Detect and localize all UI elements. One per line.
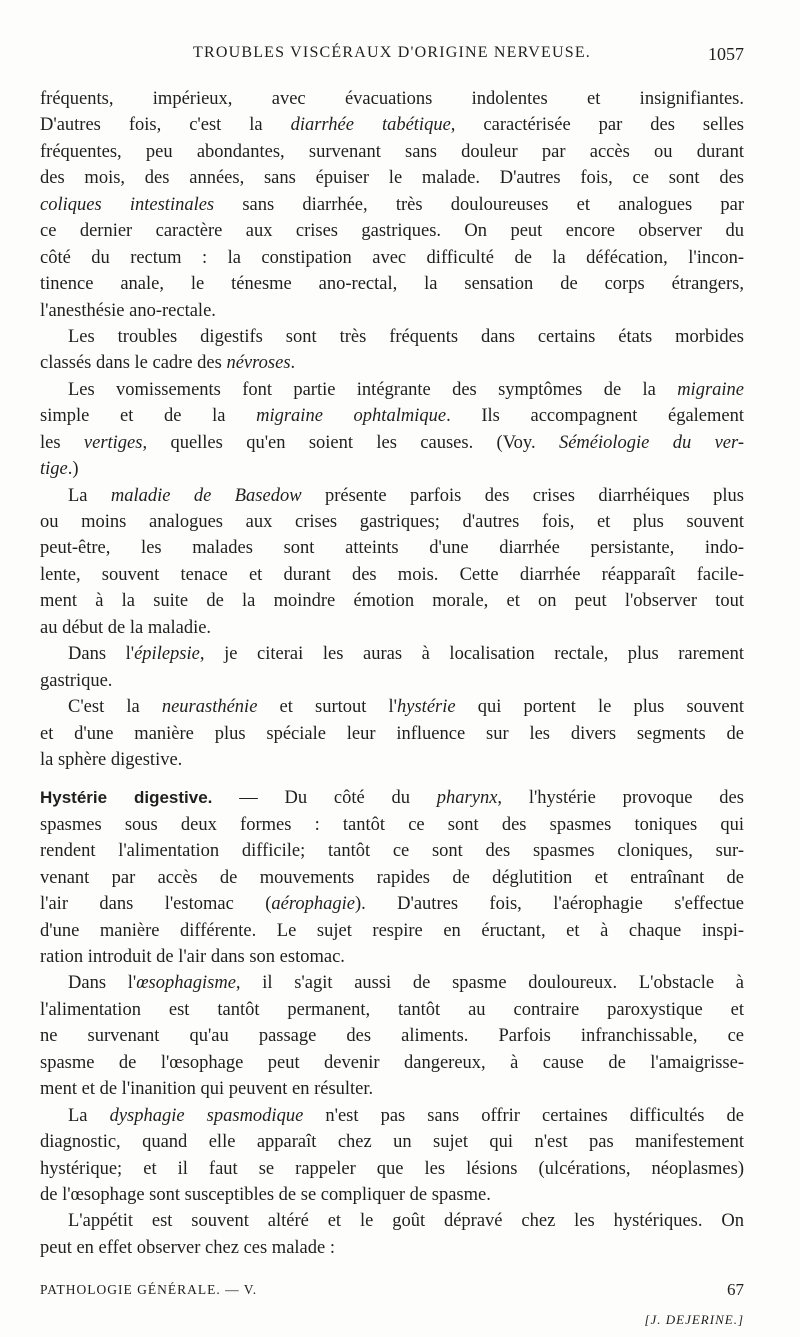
text-run: et surtout l' xyxy=(257,697,398,718)
text-run: gastrique. xyxy=(40,670,113,691)
text-line xyxy=(40,838,744,864)
text-line xyxy=(40,1023,744,1049)
text-line xyxy=(40,997,744,1023)
text-run: peut en effet observer chez ces malade : xyxy=(40,1237,335,1258)
text-run: C'est la xyxy=(68,697,162,718)
text-run: classés dans le cadre des xyxy=(40,353,227,374)
page-header xyxy=(40,44,744,72)
running-title: TROUBLES VISCÉRAUX D'ORIGINE NERVEUSE. xyxy=(192,44,592,61)
text-line xyxy=(40,456,744,482)
text-line xyxy=(40,721,744,747)
text-line xyxy=(40,865,744,891)
italic-term: pharynx xyxy=(436,788,498,809)
section-heading: Hystérie digestive. xyxy=(40,788,213,808)
italic-term: Séméiologie du ver- xyxy=(558,432,744,453)
text-line xyxy=(40,812,744,838)
italic-term: aérophagie xyxy=(271,894,355,915)
sheet-number: 67 xyxy=(727,1280,744,1299)
text-run: ment à la suite de la moindre émotion morale, et on peut l'observer tout xyxy=(40,591,744,612)
italic-term: œsophagisme xyxy=(136,973,236,994)
text-run: tinence anale, le ténesme ano-rectal, la sensation de corps étrangers, xyxy=(40,274,744,295)
text-line xyxy=(40,747,744,773)
text-run: .) xyxy=(67,459,79,480)
text-run: rendent l'alimentation difficile; tantôt ce sont des spasmes cloniques, sur- xyxy=(40,841,744,862)
text-run: Dans l' xyxy=(68,644,135,665)
italic-term: tige xyxy=(40,459,68,480)
text-line xyxy=(40,785,744,811)
text-run: simple et de la xyxy=(40,406,257,427)
text-line xyxy=(40,562,744,588)
text-run: n'est pas sans offrir certaines difficultés de xyxy=(303,1105,744,1126)
text-line xyxy=(40,615,744,641)
text-run: l'air dans l'estomac ( xyxy=(40,894,272,915)
text-run: hystérique; et il faut se rappeler que les lésions (ulcérations, néoplasmes) xyxy=(40,1158,744,1179)
text-run: ce dernier caractère aux crises gastriques. On peut encore observer du xyxy=(40,221,744,242)
text-run: la sphère digestive. xyxy=(40,749,183,770)
text-line xyxy=(40,970,744,996)
text-line xyxy=(40,139,744,165)
text-line xyxy=(40,403,744,429)
text-run: d'une manière différente. Le sujet respire en éructant, et à chaque inspi- xyxy=(40,920,744,941)
page-footer xyxy=(40,1282,744,1332)
italic-term: diarrhée tabétique xyxy=(290,115,451,136)
text-run: . xyxy=(290,353,296,374)
text-run: , il s'agit aussi de spasme douloureux. L'obstacle à xyxy=(235,973,744,994)
text-run: ). D'autres fois, l'aérophagie s'effectue xyxy=(354,894,744,915)
text-run: ration introduit de l'air dans son estomac. xyxy=(40,947,345,967)
text-run: l'alimentation est tantôt permanent, tantôt au contraire paroxystique et xyxy=(40,999,744,1020)
text-line xyxy=(40,377,744,403)
text-run: — Du côté du xyxy=(212,788,437,809)
text-run: La xyxy=(68,1105,110,1126)
text-run: des mois, des années, sans épuiser le malade. D'autres fois, ce sont des xyxy=(40,168,744,189)
text-run: et d'une manière plus spéciale leur influence sur les divers segments de xyxy=(40,723,744,744)
italic-term: névroses xyxy=(226,353,291,374)
text-line xyxy=(40,165,744,191)
text-line xyxy=(40,112,744,138)
text-run: venant par accès de mouvements rapides de déglutition et entraînant de xyxy=(40,867,744,888)
text-line xyxy=(40,430,744,456)
page-body-text xyxy=(40,86,744,1261)
text-run: Dans l' xyxy=(68,973,137,994)
text-line xyxy=(40,588,744,614)
text-line xyxy=(40,86,744,112)
text-run: ment et de l'inanition qui peuvent en résulter. xyxy=(40,1079,374,1100)
text-line xyxy=(40,1076,744,1102)
text-run: , caractérisée par des selles xyxy=(450,115,744,136)
text-run: spasme de l'œsophage peut devenir dangereux, à cause de l'amaigrisse- xyxy=(40,1052,744,1073)
text-line xyxy=(40,483,744,509)
text-line xyxy=(40,1050,744,1076)
text-run: au début de la maladie. xyxy=(40,617,212,638)
text-line xyxy=(40,1156,744,1182)
italic-term: épilepsie xyxy=(134,644,200,665)
text-run: , l'hystérie provoque des xyxy=(497,788,744,809)
text-run: fréquents, impérieux, avec évacuations indolentes et insignifiantes. xyxy=(40,89,744,109)
text-line xyxy=(40,668,744,694)
text-line xyxy=(40,350,744,376)
text-line xyxy=(40,641,744,667)
text-line xyxy=(40,1182,744,1208)
text-line xyxy=(40,535,744,561)
italic-term: migraine xyxy=(677,379,744,400)
text-line xyxy=(40,192,744,218)
text-run: présente parfois des crises diarrhéiques plus xyxy=(301,485,744,506)
text-run: ou moins analogues aux crises gastriques; d'autres fois, et plus souvent xyxy=(40,512,744,532)
text-line xyxy=(40,1129,744,1155)
text-run: lente, souvent tenace et durant des mois. Cette diarrhée réapparaît facile- xyxy=(40,564,744,585)
text-run: La xyxy=(68,485,111,506)
text-run: qui portent le plus souvent xyxy=(455,697,744,718)
text-line xyxy=(40,694,744,720)
text-run: l'anesthésie ano-rectale. xyxy=(40,300,216,321)
page-number: 1057 xyxy=(708,44,744,64)
text-line xyxy=(40,918,744,944)
text-line xyxy=(40,1103,744,1129)
text-run: côté du rectum : la constipation avec difficulté de la défécation, l'incon- xyxy=(40,247,744,268)
text-run: , quelles qu'en soient les causes. (Voy. xyxy=(142,432,559,453)
text-run: ne survenant qu'au passage des aliments. Parfois infranchissable, ce xyxy=(40,1026,744,1047)
italic-term: vertiges xyxy=(83,432,143,453)
text-run: . Ils accompagnent également xyxy=(446,406,744,427)
text-line xyxy=(40,891,744,917)
text-line xyxy=(40,324,744,350)
text-line xyxy=(40,218,744,244)
text-run: spasmes sous deux formes : tantôt ce sont des spasmes toniques qui xyxy=(40,814,744,835)
text-run: sans diarrhée, très douloureuses et analogues par xyxy=(214,194,744,215)
author-mark: [J. DEJERINE.] xyxy=(644,1312,744,1327)
text-run: fréquentes, peu abondantes, survenant sans douleur par accès ou durant xyxy=(40,141,744,162)
text-run: L'appétit est souvent altéré et le goût dépravé chez les hystériques. On xyxy=(68,1211,744,1232)
italic-term: hystérie xyxy=(397,697,456,718)
text-line xyxy=(40,298,744,324)
text-run: , je citerai les auras à localisation rectale, plus rarement xyxy=(199,644,744,665)
italic-term: maladie de Basedow xyxy=(110,485,302,506)
italic-term: coliques intestinales xyxy=(40,194,215,215)
italic-term: migraine ophtalmique xyxy=(256,406,447,427)
text-line xyxy=(40,245,744,271)
text-run: Les troubles digestifs sont très fréquents dans certains états morbides xyxy=(68,326,744,347)
signature-mark: PATHOLOGIE GÉNÉRALE. — V. xyxy=(40,1282,258,1297)
italic-term: dysphagie spasmodique xyxy=(109,1105,304,1126)
italic-term: neurasthénie xyxy=(161,697,258,718)
text-run: les xyxy=(40,432,84,453)
text-line xyxy=(40,944,744,970)
text-line xyxy=(40,1235,744,1261)
text-run: diagnostic, quand elle apparaît chez un sujet qui n'est pas manifestement xyxy=(40,1132,744,1153)
text-run: de l'œsophage sont susceptibles de se compliquer de spasme. xyxy=(40,1184,491,1205)
text-run: Les vomissements font partie intégrante des symptômes de la xyxy=(68,379,678,400)
text-line xyxy=(40,1208,744,1234)
text-line xyxy=(40,271,744,297)
text-line xyxy=(40,509,744,535)
section-spacer xyxy=(40,773,744,785)
text-run: peut-être, les malades sont atteints d'une diarrhée persistante, indo- xyxy=(40,538,744,559)
text-run: D'autres fois, c'est la xyxy=(40,115,291,136)
